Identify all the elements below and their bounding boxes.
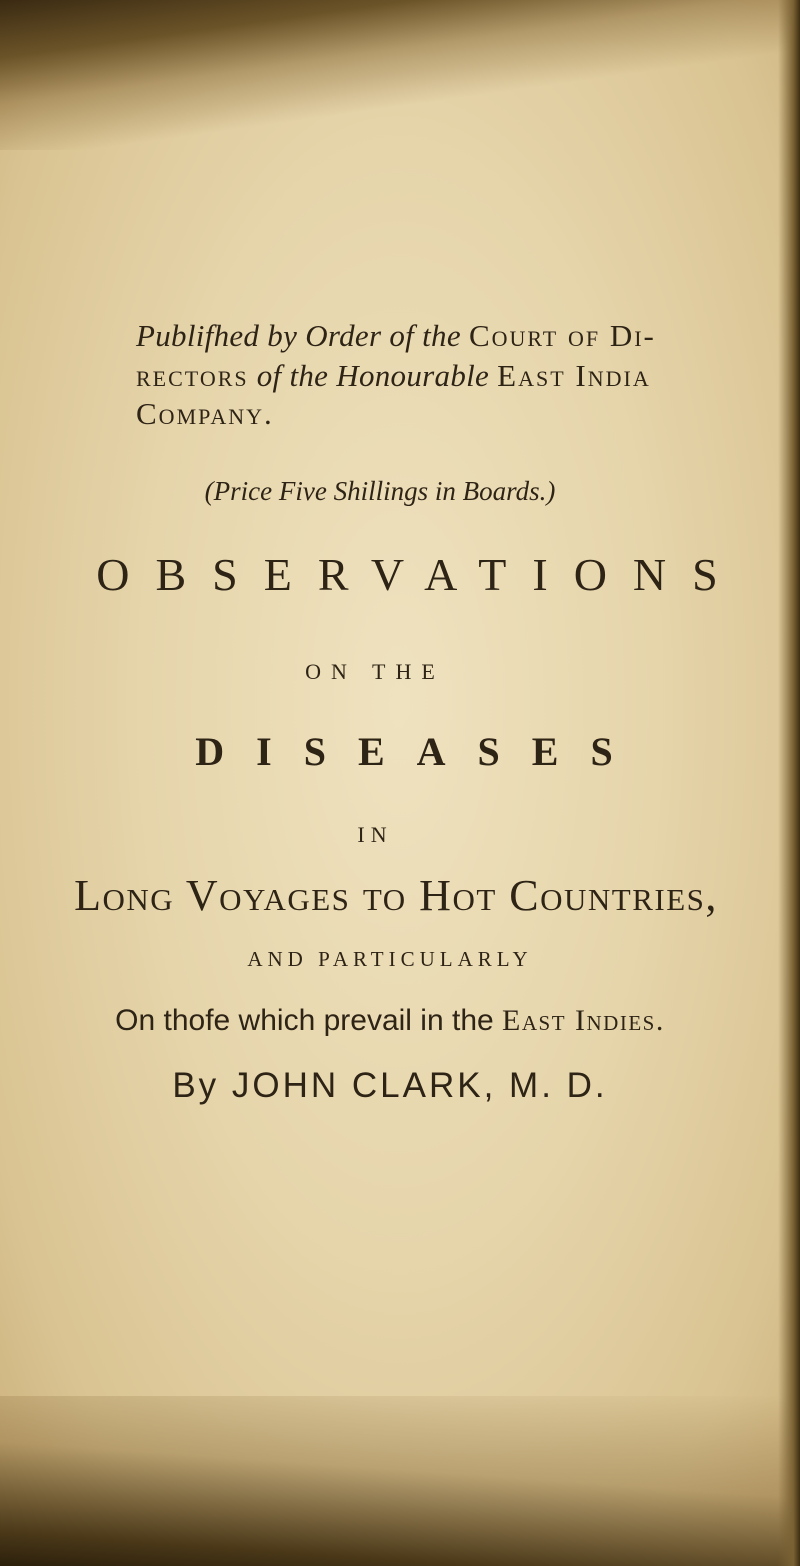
company-text: Company. [136,396,274,431]
title-diseases: DISEASES [195,729,645,774]
east-indies-text: East Indies. [502,1004,665,1037]
on-the-text: ON THE [305,659,445,684]
page-edge-shadow-right [778,0,800,1566]
title-observations: OBSERVATIONS [96,549,744,600]
and-particularly-text: AND PARTICULARLY [247,947,533,971]
rectors-text: rectors [136,358,249,393]
honourable-text: of the Honourable [256,358,490,393]
court-of-directors-text: Court of Di- [468,318,656,353]
east-india-text: East India [497,358,651,393]
on-those-text: On thofe which prevail in the [115,1004,494,1037]
price-note: (Price Five Shillings in Boards.) [204,476,556,506]
author-line: By JOHN CLARK, M. D. [172,1066,608,1105]
page-edge-shadow-bottom [0,1396,800,1566]
publisher-line-2 [136,358,651,394]
east-indies-line [0,1004,780,1038]
in-text: IN [357,822,393,847]
page-edge-shadow-top [0,0,800,150]
publisher-line-1 [136,318,656,354]
published-by-order-text: Publifhed by Order of the [136,318,461,353]
long-voyages-title: Long Voyages to Hot Countries, [74,871,718,920]
